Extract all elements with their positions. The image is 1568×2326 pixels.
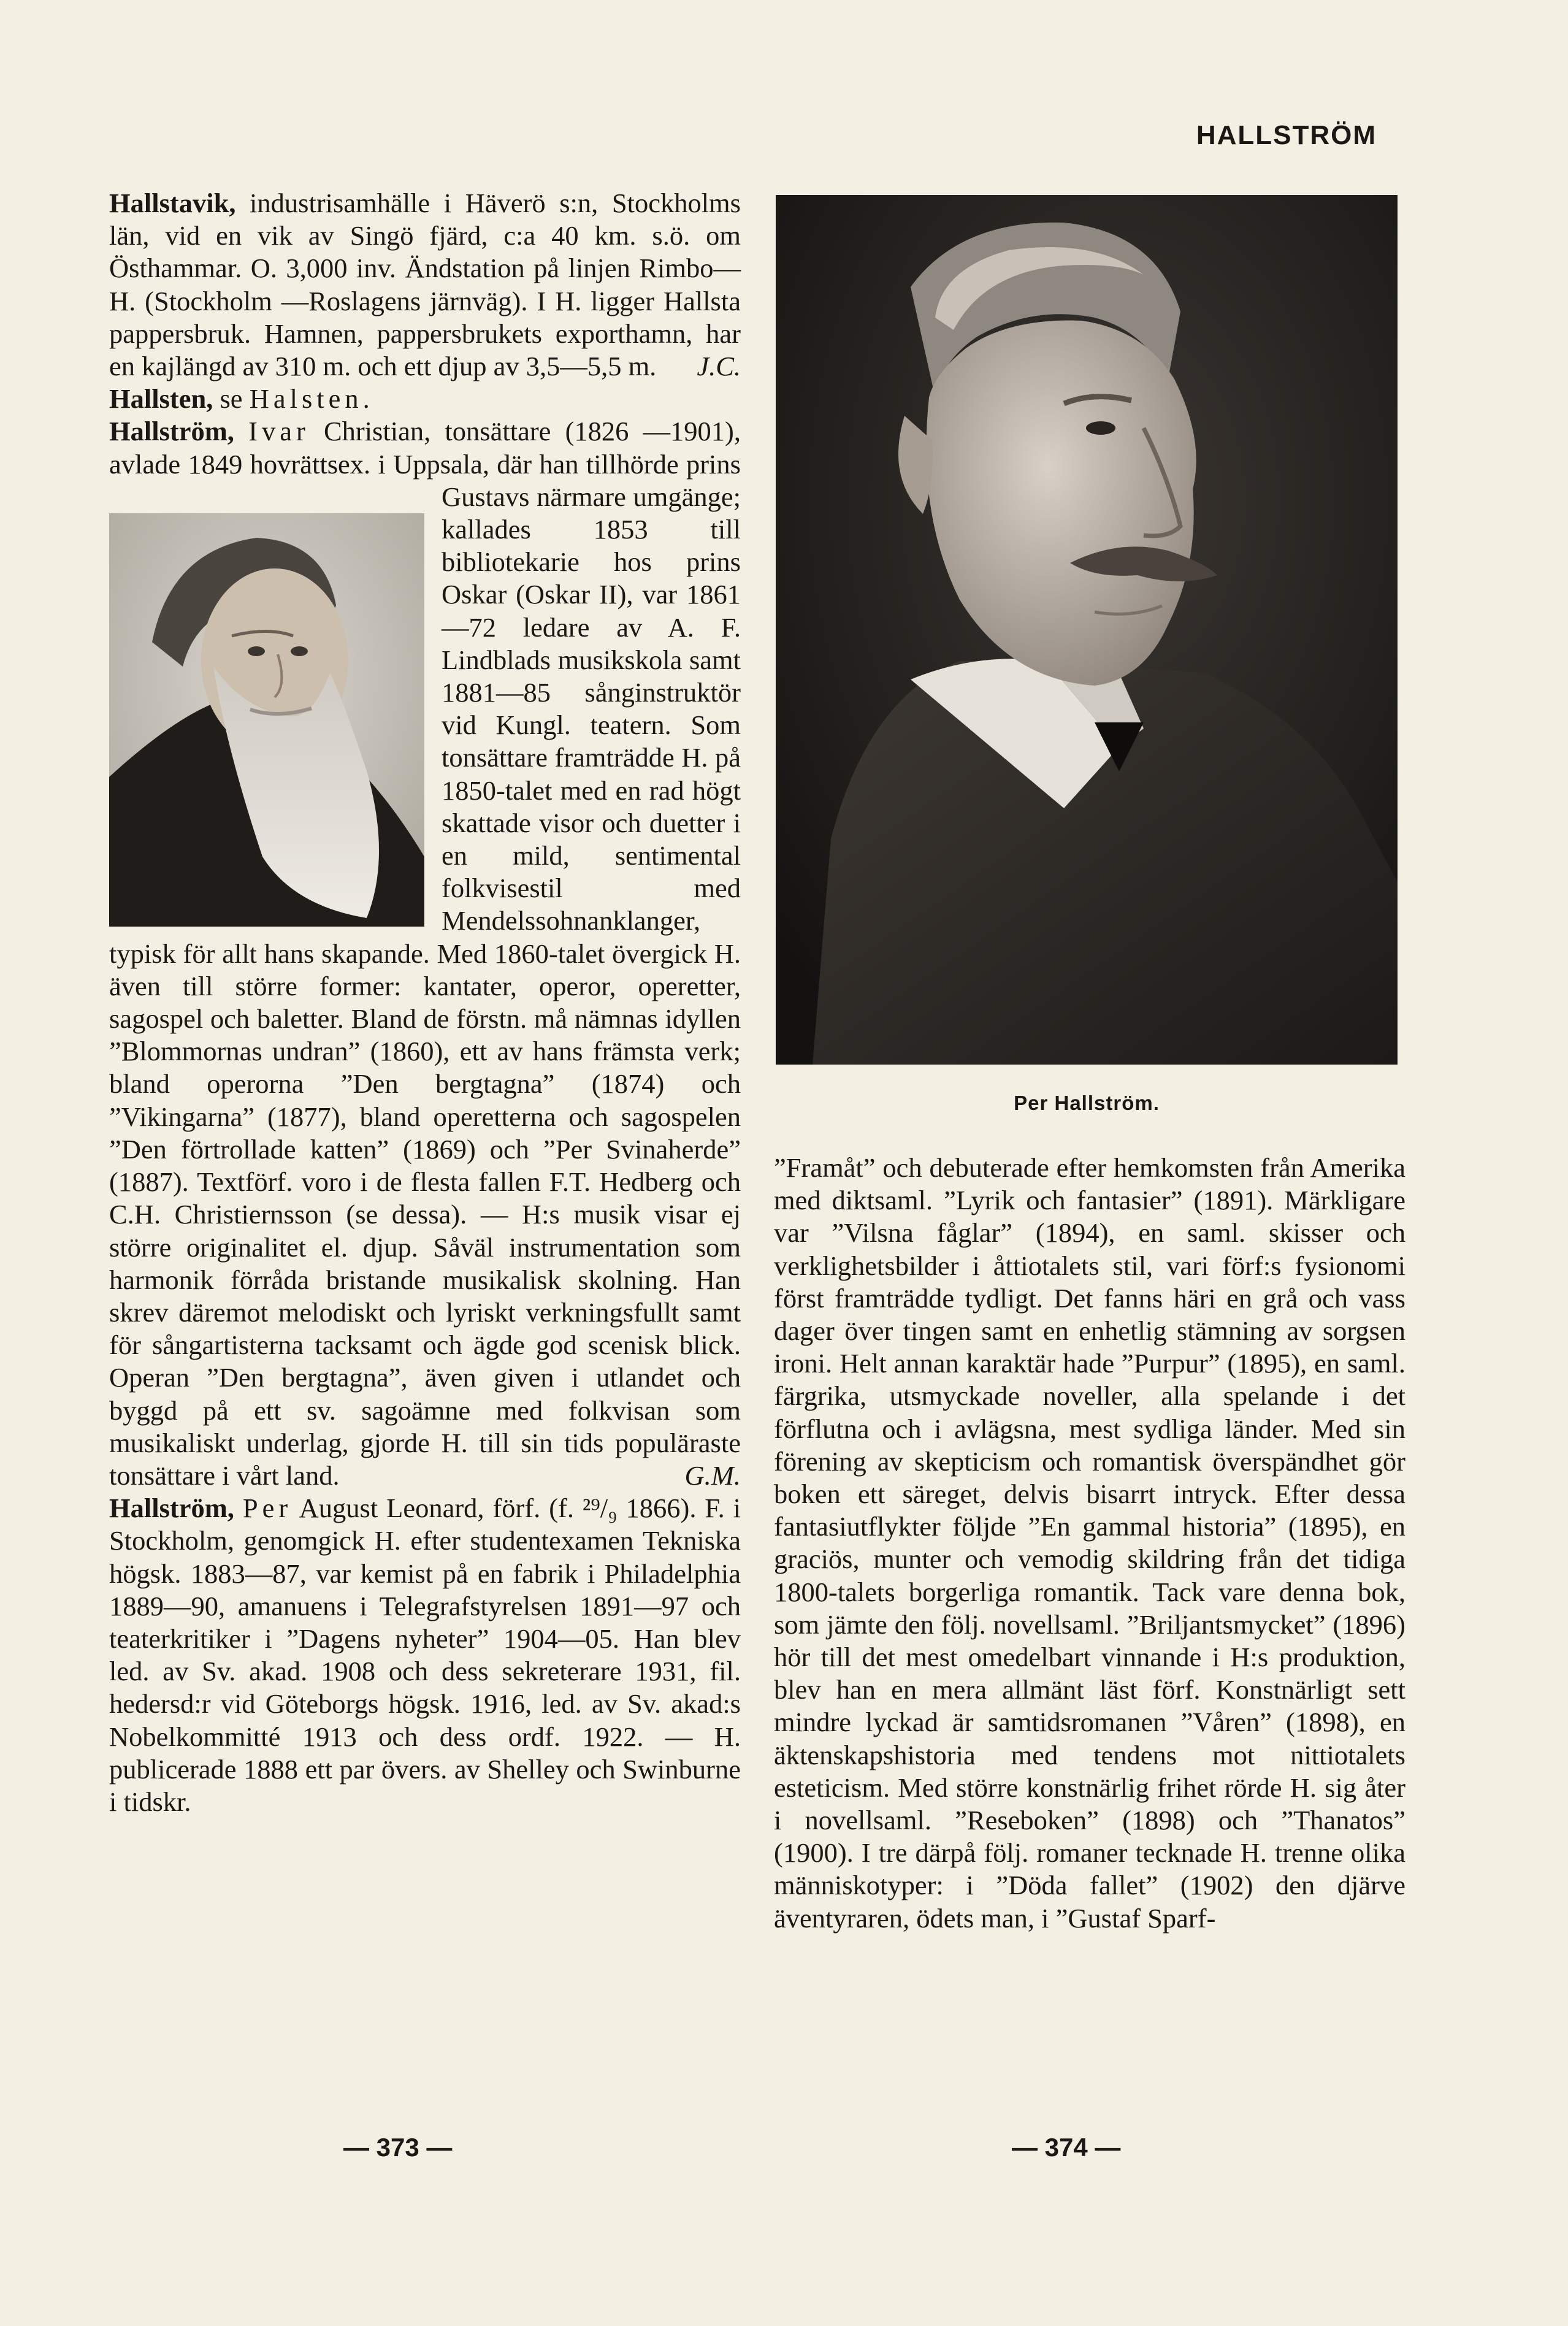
right-column (774, 1152, 1405, 1935)
entry-text: Christian, tonsättare (1826 —1901), avlade 1849 hovrättsex. i Uppsala, där (109, 416, 741, 480)
entry-hallstavik (109, 187, 741, 383)
headword-hallstavik: Hallstavik, (109, 188, 236, 218)
entry-text-continued: ”Framåt” och debuterade efter hemkomsten från Amerika med diktsaml. ”Lyrik och fantasier” (1891). Märkligare var ”Vilsna fåglar” (1894), en saml. skisser och verklighetsbilder i åttiotalets stil, vari förf:s fysionomi först framträdde tydligt. Det fanns häri en grå och vass dager över tingen samt en enhetlig stämning av sorgsen ironi. Helt annan karaktär hade ”Purpur” (1895), en saml. färgrika, utsmyckade noveller, alla spelande i det förflutna och i avlägsna, mest sydliga länder. Med sin förening av skepticism och romantisk överspändhet gör boken ett säreget, delvis bisarrt intryck. Efter dessa fantasiutflykter följde ”En gammal historia” (1895), en graciös, munter och vemodig skildring från det tidiga 1800-talets borgerliga romantik. Tack vare denna bok, som jämte den följ. novellsaml. ”Briljantsmycket” (1896) hör till det mest omedelbart vinnande i H:s produktion, blev han en mera allmänt läst förf. Konstnärligt sett mindre lyckad är samtidsromanen ”Våren” (1898), en äktenskapshistoria med tendens mot nittiotalets esteticism. Med större konstnärlig frihet rörde H. sig åter i novellsaml. ”Reseboken” (1898) och ”Thanatos” (1900). I tre därpå följ. romaner tecknade H. trenne olika människotyper: i ”Döda fallet” (1902) den djärve äventyraren, ödets man, i ”Gustaf Sparf- (774, 1152, 1405, 1934)
portrait-ivar-hallstrom (109, 513, 424, 927)
page-number-right: — 374 — (1012, 2133, 1121, 2162)
author-signature: G.M. (684, 1459, 741, 1491)
entry-text: . (362, 383, 370, 415)
given-name: Per (242, 1493, 293, 1524)
page-number-left: — 373 — (343, 2133, 453, 2162)
portrait-per-hallstrom (776, 195, 1398, 1065)
entry-hallstrom-ivar (109, 415, 741, 1492)
entry-text: August Leonard, förf. (f. ²⁹/₉ 1866). F. i Stockholm, genomgick H. efter studentexamen Tekniska högsk. 1883—87, var kemist på en fabrik i Philadelphia 1889—90, amanuens i Telegrafstyrelsen 1891—97 och teaterkritiker i ”Dagens nyheter” 1904—05. Han blev led. av Sv. akad. 1908 och dess sekreterare 1931, fil. hedersd:r vid Göteborgs högsk. 1916, led. av Sv. akad:s Nobelkommitté 1913 och dess ordf. 1922. — H. publicerade 1888 ett par övers. av Shelley och Swinburne i tidskr. (109, 1493, 741, 1817)
portrait-caption: Per Hallström. (1014, 1092, 1160, 1114)
given-name: Ivar (248, 416, 310, 447)
entry-hallsten (109, 383, 741, 415)
left-column (109, 187, 741, 1818)
entry-text: se (213, 383, 250, 415)
entry-text: han tillhörde prins Gustavs närmare umgänge; kallades 1853 till bibliotekarie hos prins Oskar (Oskar II), var 1861—72 ledare av A. F. Lindblads musikskola samt 1881—85 sånginstruktör vid Kungl. teatern. Som tonsättare framträdde H. på 1850-talet med en rad högt skattade visor och duetter i en mild, sentimental folkvisestil med Mendelssohnanklanger, typisk för allt hans skapande. Med 1860-talet övergick H. även till större former: kantater, operor, operetter, sagospel och baletter. Bland de förstn. må nämnas idyllen ”Blommornas undran” (1860), ett av hans främsta verk; bland operorna ”Den bergtagna” (1874) och ”Vikingarna” (1877), bland operetterna och sagospelen ”Den förtrollade katten” (1869) och ”Per Svinaherde” (1887). Textförf. voro i de flesta fallen F.T. Hedberg och C.H. Christiernsson (se dessa). — H:s musik visar ej större originalitet el. djup. Såväl instrumentation som harmonik förråda bristande musikalisk skolning. Han skrev däremot melodiskt och lyriskt verkningsfullt samt för sångartisterna tacksamt och ägde god scenisk blick. Operan ”Den bergtagna”, även given i utlandet och byggd på ett sv. sagoämne med folkvisan som musikaliskt underlag, gjorde H. till sin tids populäraste tonsättare i vårt land. (109, 448, 741, 1491)
entry-hallstrom-per (109, 1492, 741, 1818)
author-signature: J.C. (697, 351, 741, 382)
headword-hallstrom: Hallström, (109, 416, 234, 447)
running-header: HALLSTRÖM (1196, 120, 1377, 150)
entry-text: industrisamhälle i Häverö s:n, Stockholms län, vid en vik av Singö fjärd, c:a 40 km. s.ö. om Östhammar. O. 3,000 inv. Ändstation på linjen Rimbo—H. (Stockholm —Roslagens järnväg). I H. ligger Hallsta pappersbruk. Hamnen, pappersbrukets exporthamn, har en kajlängd av 310 m. och ett djup av 3,5—5,5 m. (109, 188, 741, 382)
headword-hallsten: Hallsten, (109, 383, 213, 415)
headword-hallstrom-per: Hallström, (109, 1493, 234, 1524)
cross-reference: Halsten (249, 383, 363, 415)
